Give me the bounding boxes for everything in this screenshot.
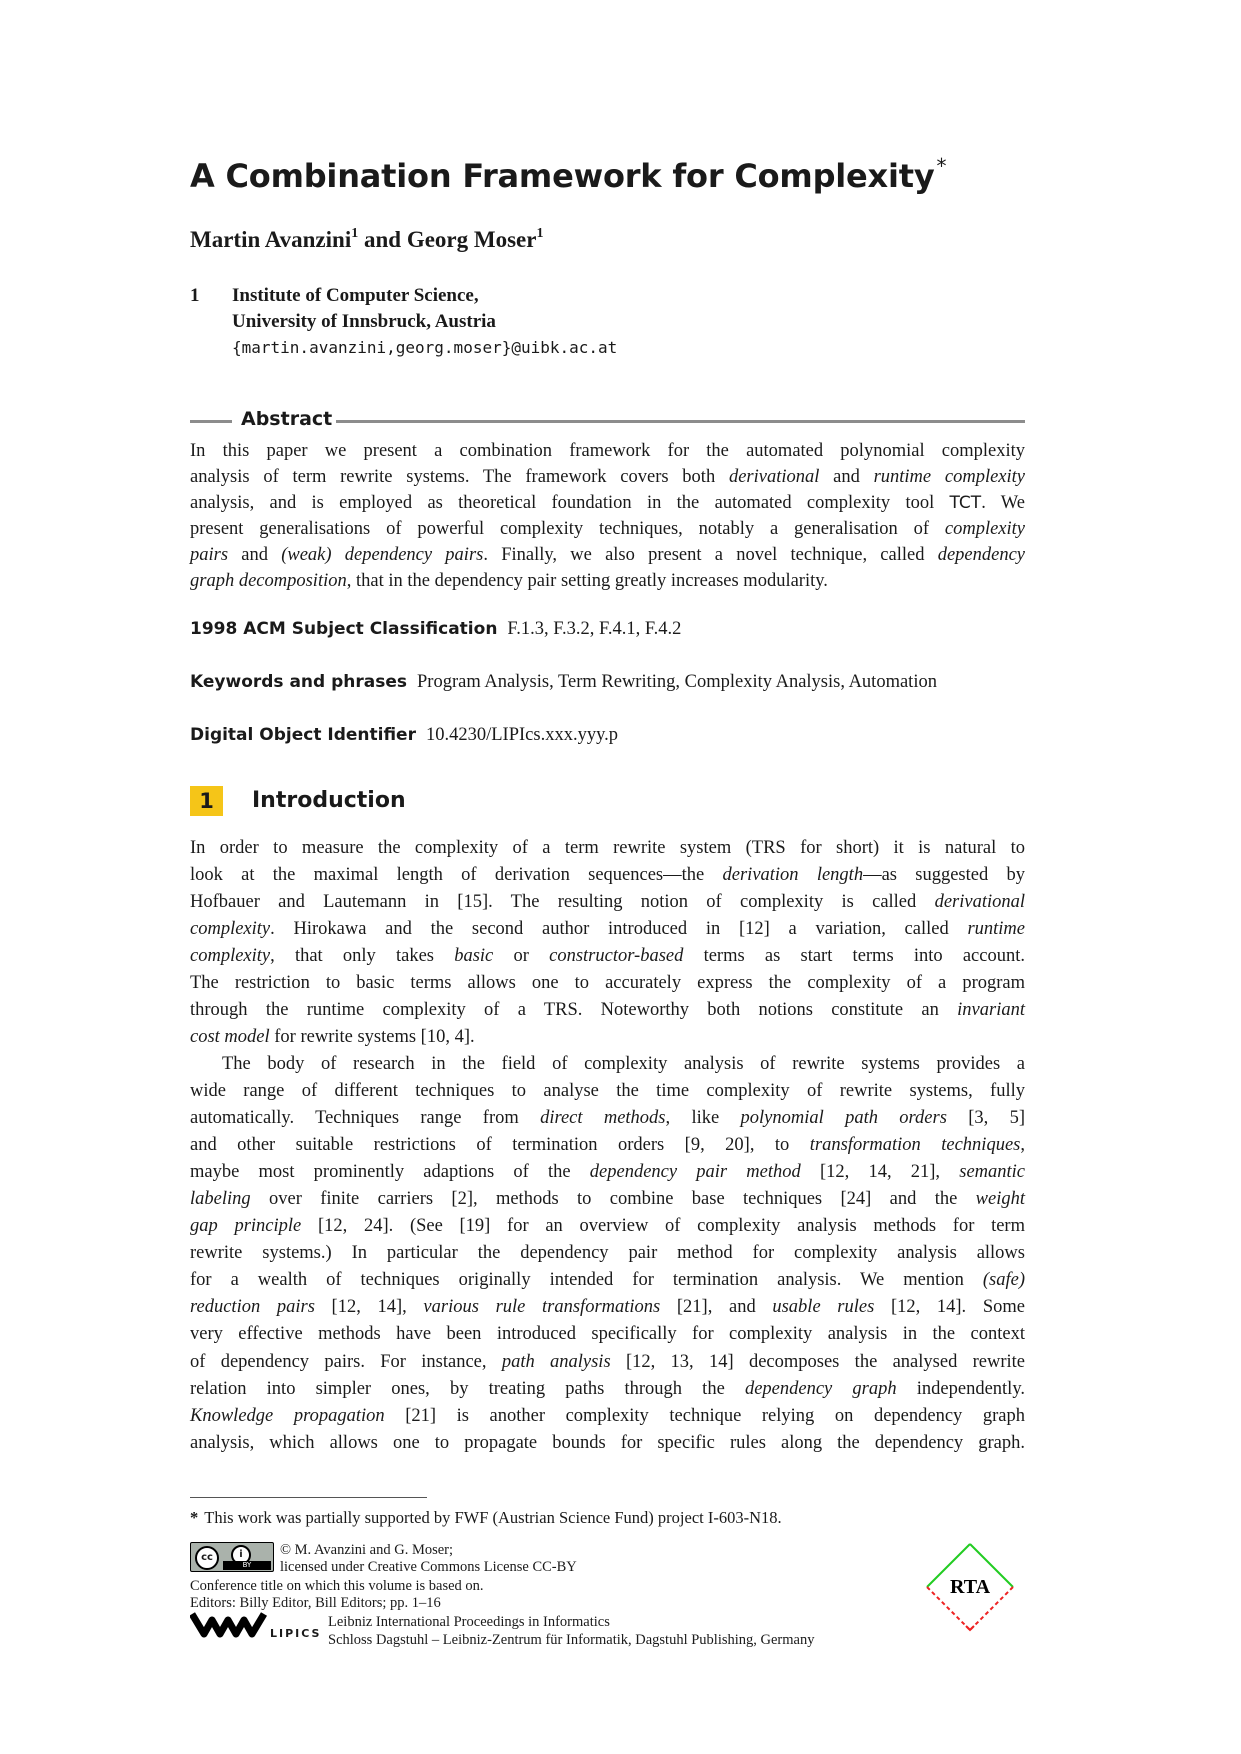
text-line: Knowledge propagation [21] is another complexity technique relying on dependency graph	[190, 1405, 1025, 1426]
cc-circle-icon: cc	[195, 1546, 219, 1570]
by-person-icon: i	[231, 1545, 251, 1565]
rta-diamond-icon	[925, 1542, 1015, 1632]
acm-classification	[190, 619, 681, 640]
acm-label: 1998 ACM Subject Classification	[190, 619, 498, 639]
abstract-rule-right	[336, 420, 1025, 423]
keywords	[190, 672, 937, 693]
intro-paragraph-2	[190, 1051, 1025, 1457]
author-2: Georg Moser	[406, 227, 537, 252]
lipics-wordmark: LIPICS	[270, 1627, 322, 1640]
author-join: and	[363, 227, 402, 252]
rta-label: RTA	[949, 1576, 991, 1598]
title-footnote-mark[interactable]: *	[936, 154, 947, 178]
text-line: analysis, which allows one to propagate bounds for specific rules along the dependency graph.	[190, 1432, 1025, 1453]
text-line: The restriction to basic terms allows one to accurately express the complexity of a program	[190, 973, 1025, 994]
text-line: through the runtime complexity of a TRS. Noteworthy both notions constitute an invariant	[190, 1000, 1025, 1021]
text-line: and other suitable restrictions of termination orders [9, 20], to transformation techniques,	[190, 1135, 1025, 1156]
affiliation-number: 1	[190, 285, 200, 306]
lipics-series: Leibniz International Proceedings in Informatics	[328, 1614, 610, 1630]
footnote-mark: *	[190, 1508, 199, 1527]
author-1: Martin Avanzini	[190, 227, 352, 252]
keywords-label: Keywords and phrases	[190, 672, 408, 692]
abstract-line: pairs and (weak) dependency pairs. Finally, we also present a novel technique, called dependency	[190, 545, 1025, 565]
author-list	[190, 226, 543, 253]
footnote	[190, 1508, 782, 1528]
text-line: complexity. Hirokawa and the second author introduced in [12] a variation, called runtime	[190, 919, 1025, 940]
section-number-badge: 1	[190, 786, 223, 816]
text-line: cost model for rewrite systems [10, 4].	[190, 1027, 475, 1048]
text-line: relation into simpler ones, by treating paths through the dependency graph independently.	[190, 1378, 1025, 1399]
abstract-line-text: analysis, and is employed as theoretical foundation in the automated complexity tool	[190, 493, 950, 513]
text-line: In order to measure the complexity of a term rewrite system (TRS for short) it is natural to	[190, 838, 1025, 858]
doi	[190, 725, 618, 746]
abstract-heading	[190, 408, 1025, 432]
text-line: wide range of different techniques to analyse the time complexity of rewrite systems, fully	[190, 1081, 1025, 1102]
editors-pages: Editors: Billy Editor, Bill Editors; pp. 1–16	[190, 1595, 441, 1611]
text-line: complexity, that only takes basic or constructor-based terms as start terms into account.	[190, 946, 1025, 967]
acm-value: F.1.3, F.3.2, F.4.1, F.4.2	[507, 619, 682, 639]
paper-title	[190, 154, 946, 195]
tool-name: TCT	[949, 493, 982, 513]
author-1-affil: 1	[351, 226, 359, 241]
text-line: rewrite systems.) In particular the dependency pair method for complexity analysis allows	[190, 1243, 1025, 1264]
author-2-affil: 1	[536, 226, 544, 241]
title-text: A Combination Framework for Complexity	[190, 157, 935, 195]
footnote-rule	[190, 1497, 427, 1498]
abstract-line: present generalisations of powerful complexity techniques, notably a generalisation of complexity	[190, 519, 1025, 539]
creative-commons-icon[interactable]	[190, 1542, 274, 1572]
doi-label: Digital Object Identifier	[190, 725, 416, 745]
abstract-line	[190, 490, 1025, 516]
publisher: Schloss Dagstuhl – Leibniz-Zentrum für Informatik, Dagstuhl Publishing, Germany	[328, 1632, 815, 1648]
conference-title: Conference title on which this volume is based on.	[190, 1578, 484, 1594]
doi-value[interactable]: 10.4230/LIPIcs.xxx.yyy.p	[425, 725, 618, 745]
abstract-body	[190, 438, 1025, 594]
text-line: maybe most prominently adaptions of the dependency pair method [12, 14, 21], semantic	[190, 1162, 1026, 1183]
footnote-text: This work was partially supported by FWF (Austrian Science Fund) project I-603-N18.	[204, 1508, 782, 1527]
affiliation-line-2: University of Innsbruck, Austria	[232, 311, 496, 332]
section-title: Introduction	[252, 788, 406, 813]
text-line: Hofbauer and Lautemann in [15]. The resulting notion of complexity is called derivational	[190, 892, 1025, 913]
text-line: for a wealth of techniques originally intended for termination analysis. We mention (safe)	[190, 1270, 1025, 1291]
abstract-rule-left	[190, 420, 232, 423]
intro-paragraph-1	[190, 835, 1025, 1051]
text-line: The body of research in the field of complexity analysis of rewrite systems provides a	[222, 1054, 1025, 1074]
tool-after: . We	[981, 493, 1025, 513]
lipics-logo-icon	[190, 1608, 270, 1640]
text-line: labeling over finite carriers [2], methods to combine base techniques [24] and the weight	[190, 1189, 1025, 1210]
text-line: very effective methods have been introduced specifically for complexity analysis in the context	[190, 1324, 1025, 1345]
abstract-line: graph decomposition, that in the dependency pair setting greatly increases modularity.	[190, 571, 828, 591]
abstract-line: analysis of term rewrite systems. The framework covers both derivational and runtime complexity	[190, 467, 1025, 487]
keywords-value: Program Analysis, Term Rewriting, Complexity Analysis, Automation	[417, 672, 937, 692]
abstract-label: Abstract	[241, 408, 333, 430]
text-line: look at the maximal length of derivation sequences—the derivation length—as suggested by	[190, 865, 1025, 886]
text-line: reduction pairs [12, 14], various rule transformations [21], and usable rules [12, 14]. Some	[190, 1297, 1025, 1318]
license-holder: © M. Avanzini and G. Moser;	[280, 1542, 454, 1558]
text-line: automatically. Techniques range from direct methods, like polynomial path orders [3, 5]	[190, 1108, 1025, 1129]
text-line: gap principle [12, 24]. (See [19] for an overview of complexity analysis methods for term	[190, 1216, 1025, 1237]
license-text[interactable]: licensed under Creative Commons License CC-BY	[280, 1559, 577, 1575]
abstract-line: In this paper we present a combination framework for the automated polynomial complexity	[190, 441, 1025, 461]
by-label: BY	[223, 1561, 271, 1570]
text-line: of dependency pairs. For instance, path analysis [12, 13, 14] decomposes the analysed rewrite	[190, 1351, 1026, 1372]
author-email[interactable]: {martin.avanzini,georg.moser}@uibk.ac.at	[232, 338, 618, 357]
affiliation-line-1: Institute of Computer Science,	[232, 285, 479, 306]
